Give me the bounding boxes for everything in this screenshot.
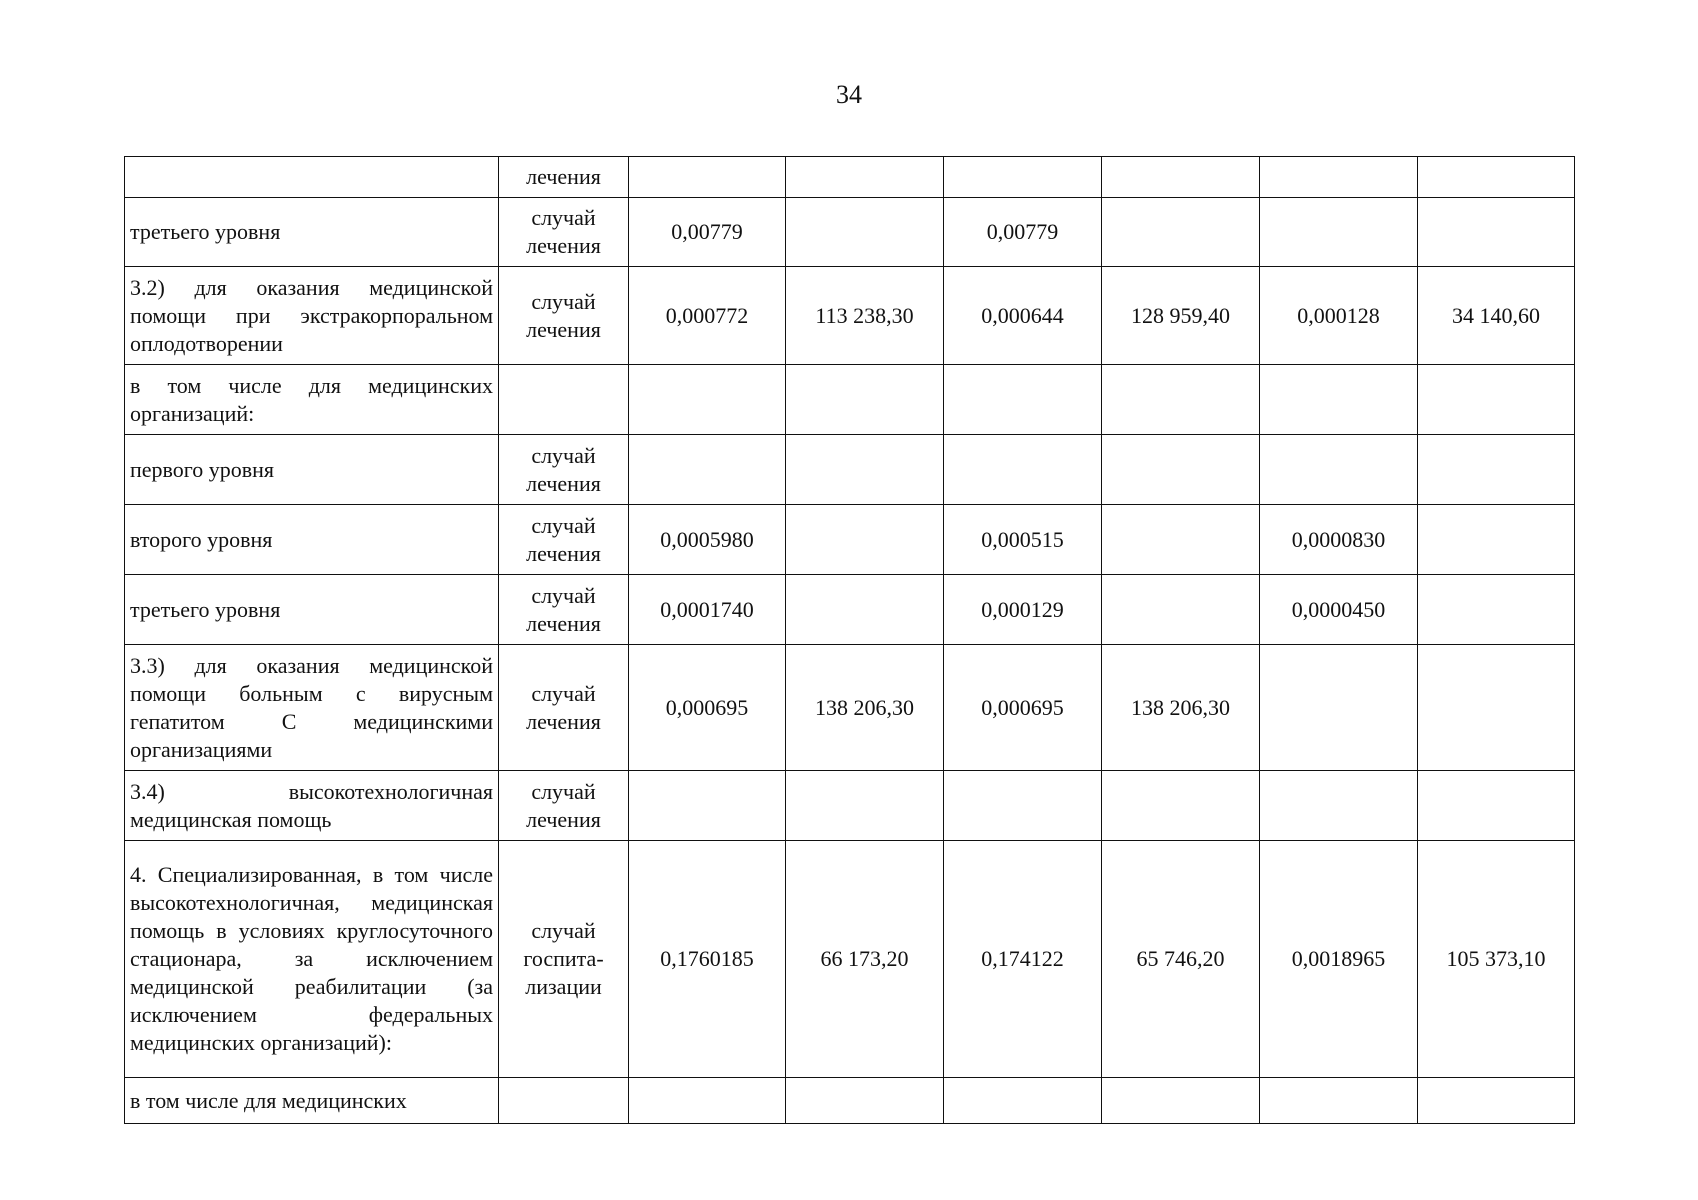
row-value-1 [629, 771, 786, 841]
row-unit: случай лечения [499, 505, 629, 575]
row-label: 3.3) для оказания медицинской помощи больным с вирусным гепатитом С медицинскими организациями [125, 645, 499, 771]
row-value-3: 0,000515 [944, 505, 1102, 575]
row-value-4 [1102, 157, 1260, 198]
row-value-2 [786, 365, 944, 435]
row-value-4 [1102, 435, 1260, 505]
row-value-6 [1418, 1078, 1575, 1124]
row-label: 3.4) высокотехнологичная медицинская помощь [125, 771, 499, 841]
row-value-2: 66 173,20 [786, 841, 944, 1078]
row-value-1 [629, 1078, 786, 1124]
row-unit: случай лечения [499, 645, 629, 771]
row-value-5 [1260, 157, 1418, 198]
row-value-6 [1418, 157, 1575, 198]
row-unit: лечения [499, 157, 629, 198]
row-value-2 [786, 1078, 944, 1124]
row-label [125, 157, 499, 198]
row-value-3: 0,000129 [944, 575, 1102, 645]
table-row [125, 267, 1575, 365]
row-value-6: 34 140,60 [1418, 267, 1575, 365]
row-value-2 [786, 575, 944, 645]
table-row [125, 365, 1575, 435]
row-value-6 [1418, 435, 1575, 505]
table-row [125, 198, 1575, 267]
row-value-6: 105 373,10 [1418, 841, 1575, 1078]
row-value-4 [1102, 771, 1260, 841]
row-value-5 [1260, 1078, 1418, 1124]
row-label: 4. Специализированная, в том числе высокотехнологичная, медицинская помощь в условиях круглосуточного стационара, за исключением медицинской реабилитации (за исключением федеральных медицинских организаций): [125, 841, 499, 1078]
row-value-2 [786, 771, 944, 841]
row-value-1: 0,0005980 [629, 505, 786, 575]
row-value-5 [1260, 435, 1418, 505]
row-value-4 [1102, 365, 1260, 435]
row-unit: случай лечения [499, 435, 629, 505]
table-row [125, 841, 1575, 1078]
row-value-6 [1418, 645, 1575, 771]
row-value-2 [786, 198, 944, 267]
table-row [125, 645, 1575, 771]
row-value-5: 0,0000450 [1260, 575, 1418, 645]
row-unit: случай лечения [499, 575, 629, 645]
row-value-4: 138 206,30 [1102, 645, 1260, 771]
row-value-1 [629, 365, 786, 435]
row-value-1: 0,000772 [629, 267, 786, 365]
row-value-2 [786, 435, 944, 505]
row-value-3: 0,174122 [944, 841, 1102, 1078]
row-value-5: 0,000128 [1260, 267, 1418, 365]
row-value-3: 0,00779 [944, 198, 1102, 267]
row-value-2 [786, 505, 944, 575]
table-row [125, 435, 1575, 505]
data-table [124, 156, 1575, 1124]
row-value-1: 0,000695 [629, 645, 786, 771]
table-row [125, 575, 1575, 645]
row-label: второго уровня [125, 505, 499, 575]
page-number: 34 [836, 80, 862, 109]
row-label: первого уровня [125, 435, 499, 505]
row-value-5: 0,0000830 [1260, 505, 1418, 575]
row-value-3 [944, 157, 1102, 198]
row-value-6 [1418, 505, 1575, 575]
row-value-6 [1418, 198, 1575, 267]
row-unit: случай лечения [499, 267, 629, 365]
row-value-5 [1260, 645, 1418, 771]
row-value-6 [1418, 365, 1575, 435]
row-value-4 [1102, 198, 1260, 267]
row-value-4 [1102, 575, 1260, 645]
row-value-3 [944, 365, 1102, 435]
row-unit: случай лечения [499, 771, 629, 841]
row-unit [499, 365, 629, 435]
row-value-4: 128 959,40 [1102, 267, 1260, 365]
row-label: 3.2) для оказания медицинской помощи при экстракорпоральном оплодотворении [125, 267, 499, 365]
table-row [125, 1078, 1575, 1124]
row-value-3 [944, 771, 1102, 841]
table-row [125, 157, 1575, 198]
row-label: в том числе для медицинских организаций: [125, 365, 499, 435]
row-value-3: 0,000695 [944, 645, 1102, 771]
row-unit: случай госпита-лизации [499, 841, 629, 1078]
row-value-1 [629, 157, 786, 198]
row-value-1: 0,0001740 [629, 575, 786, 645]
row-value-5 [1260, 365, 1418, 435]
row-value-3 [944, 1078, 1102, 1124]
row-value-5 [1260, 771, 1418, 841]
row-unit: случай лечения [499, 198, 629, 267]
row-value-3: 0,000644 [944, 267, 1102, 365]
row-value-6 [1418, 575, 1575, 645]
row-value-5: 0,0018965 [1260, 841, 1418, 1078]
row-value-4 [1102, 1078, 1260, 1124]
row-unit [499, 1078, 629, 1124]
row-value-4: 65 746,20 [1102, 841, 1260, 1078]
row-value-3 [944, 435, 1102, 505]
table-row [125, 505, 1575, 575]
row-value-1: 0,1760185 [629, 841, 786, 1078]
row-value-2: 138 206,30 [786, 645, 944, 771]
table-row [125, 771, 1575, 841]
row-value-2 [786, 157, 944, 198]
row-label: в том числе для медицинских [125, 1078, 499, 1124]
row-label: третьего уровня [125, 575, 499, 645]
row-value-1 [629, 435, 786, 505]
row-value-6 [1418, 771, 1575, 841]
row-value-5 [1260, 198, 1418, 267]
row-label: третьего уровня [125, 198, 499, 267]
row-value-4 [1102, 505, 1260, 575]
row-value-2: 113 238,30 [786, 267, 944, 365]
row-value-1: 0,00779 [629, 198, 786, 267]
